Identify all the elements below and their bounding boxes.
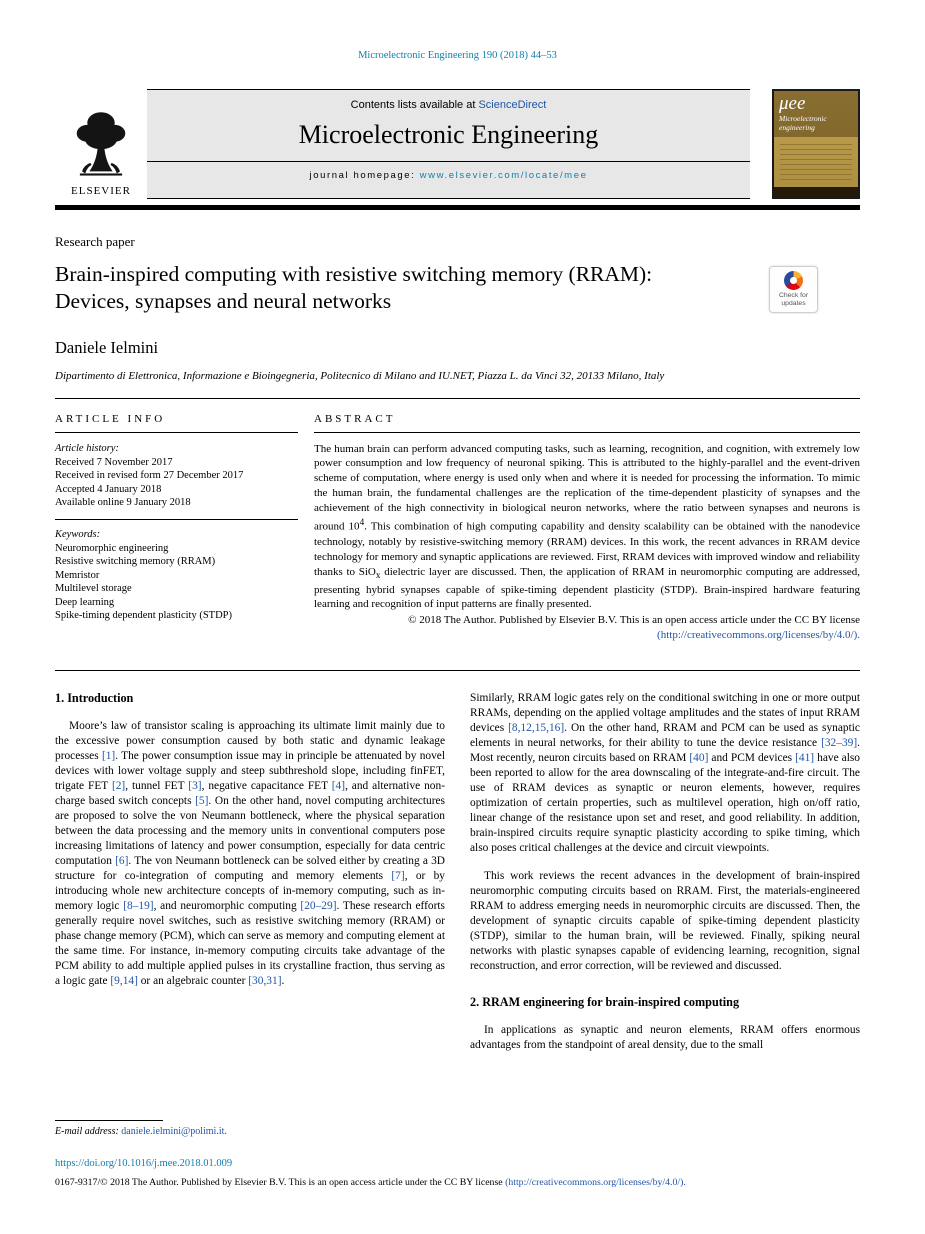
footer-copyright-text: 0167-9317/© 2018 The Author. Published by Elsevier B.V. This is an open access article under the CC BY license: [55, 1176, 506, 1188]
keywords-label: Keywords:: [55, 528, 101, 540]
copyright-text: © 2018 The Author. Published by Elsevier B.V. This is an open access article under the CC BY license: [408, 614, 860, 627]
divider: [55, 398, 860, 399]
header-divider: [55, 205, 860, 210]
article-type-label: Research paper: [55, 233, 135, 249]
elsevier-logo-label: ELSEVIER: [71, 185, 131, 197]
section-1-heading: 1. Introduction: [55, 690, 134, 705]
homepage-line: [147, 162, 750, 187]
divider: [55, 519, 298, 520]
citation-link[interactable]: [20–29]: [300, 899, 337, 912]
copyright-note: [314, 613, 860, 643]
body-paragraph: In applications as synaptic and neuron elements, RRAM offers enormous advantages from the standpoint of areal density, due to the small: [470, 1023, 860, 1051]
info-abstract-section: [55, 413, 860, 671]
abstract-column: [314, 413, 860, 658]
cover-band: [774, 91, 858, 137]
intro-paragraph: Moore’s law of transistor scaling is approaching its ultimate limit mainly due to the excessive power consumption caused by both static and dynamic leakage processes [1]. The power consumption issue may in principle be attenuated by novel devices with lower voltage supply and steep subthreshold slope, including finFET, trigate FET [2], tunnel FET [3], negative capacitance FET [4], and alternative non-charge based switch concepts [5]. On the other hand, novel computing architectures are proposed to solve the von Neumann bottleneck, where the physical separation between the data processing and the memory units in conventional computers pose increasing limitations of latency and power consumption, especially for data centric computation [6]. The von Neumann bottleneck can be solved either by creating a 3D structure for co-integration of computing and memory elements [7], or by introducing whole new architecture concepts of in-memory computing, such as in-memory logic [8–19], and neuromorphic computing [20–29]. These research efforts generally require novel switches, such as resistive switching memory (RRAM) or phase change memory (PCM), which can serve as memory and computing element at the same time. For instance, in-memory computing circuits take advantage of the PCM ability to add multiple applied pulses in its crystalline fraction, thus serving as a logic gate [9,14] or an algebraic counter [30,31].: [55, 719, 445, 987]
citation-link[interactable]: [3]: [188, 779, 202, 792]
crossmark-icon: [784, 271, 803, 290]
footer: [55, 1153, 860, 1188]
article-info-column: [55, 413, 298, 658]
footnote: [55, 1120, 445, 1137]
citation-link[interactable]: [40]: [689, 751, 709, 764]
cover-title: Microelectronic engineering: [779, 114, 827, 132]
title-row: [55, 261, 860, 316]
journal-reference-link[interactable]: Microelectronic Engineering 190 (2018) 44–53: [358, 50, 557, 61]
email-link[interactable]: daniele.ielmini@polimi.it.: [121, 1125, 227, 1137]
cover-decoration: [780, 144, 852, 182]
email-label: E-mail address:: [55, 1125, 119, 1137]
journal-header: [55, 89, 860, 199]
history-entry: Received in revised form 27 December 2017: [55, 470, 244, 481]
citation-link[interactable]: [41]: [795, 751, 815, 764]
footer-cc-license-link[interactable]: (http://creativecommons.org/licenses/by/4.0/).: [505, 1176, 686, 1188]
elsevier-logo[interactable]: [55, 89, 147, 199]
keyword: Multilevel storage: [55, 583, 132, 594]
citation-link[interactable]: [5]: [195, 794, 209, 807]
journal-banner: [147, 89, 750, 199]
abstract-heading: ABSTRACT: [314, 412, 396, 425]
article-history-label: Article history:: [55, 442, 119, 454]
footnote-divider: [55, 1120, 163, 1121]
body-paragraph: Similarly, RRAM logic gates rely on the conditional switching in one or more output RRAMs, depending on the applied voltage amplitudes and the states of input RRAM devices [8,12,15,16]. On the other hand, RRAM and PCM can be used as synaptic elements in neural networks, for their ability to tune the device resistance [32–39]. Most recently, neuron circuits based on RRAM [40] and PCM devices [41] have also been reported to allow for the area downscaling of the integrate-and-fire circuit. The use of RRAM devices as synaptic or neuron elements, however, requires optimization of certain properties, such as multilevel operation, high on/off ratio, linear change of the resistance upon set and reset, and good reliability. In addition, brain-inspired circuits require synaptic plasticity according to spike timing, which also poses critical challenges at the device and circuit viewpoints.: [470, 691, 860, 854]
journal-reference: [55, 0, 860, 61]
history-entry: Accepted 4 January 2018: [55, 483, 162, 495]
cc-license-link[interactable]: (http://creativecommons.org/licenses/by/4.0/).: [657, 628, 860, 641]
keyword: Spike-timing dependent plasticity (STDP): [55, 610, 233, 621]
article-body: [55, 691, 860, 1137]
check-for-updates-label: Check for updates: [778, 291, 809, 308]
footer-copyright-line: [55, 1177, 860, 1188]
citation-link[interactable]: [6]: [115, 854, 129, 867]
divider: [314, 432, 860, 433]
citation-link[interactable]: [8–19]: [123, 899, 154, 912]
article-title-line2: Devices, synapses and neural networks: [55, 289, 392, 313]
author-affiliation: Dipartimento di Elettronica, Informazione e Bioingegneria, Politecnico di Milano and IU.NET, Piazza L. da Vinci 32, 20133 Milano, Italy: [55, 369, 665, 382]
article-title: [55, 261, 769, 316]
citation-link[interactable]: [2]: [111, 779, 126, 792]
history-entry: Received 7 November 2017: [55, 456, 173, 468]
citation-link[interactable]: [9,14]: [110, 974, 138, 987]
cover-footer-strip: [774, 187, 858, 197]
check-for-updates-badge[interactable]: [769, 266, 818, 314]
homepage-text: journal homepage:: [309, 170, 420, 181]
keyword: Neuromorphic engineering: [55, 542, 169, 554]
citation-link[interactable]: [4]: [331, 779, 346, 792]
right-column: [470, 691, 860, 1137]
citation-link[interactable]: [8,12,15,16]: [508, 721, 565, 734]
left-column: [55, 691, 445, 1137]
author-name: Daniele Ielmini: [55, 337, 159, 357]
keyword: Memristor: [55, 569, 100, 581]
article-info-heading: ARTICLE INFO: [55, 412, 166, 425]
article-title-line1: Brain-inspired computing with resistive switching memory (RRAM):: [55, 261, 653, 286]
journal-cover-thumbnail[interactable]: [772, 89, 860, 199]
citation-link[interactable]: [1]: [101, 749, 116, 762]
keyword: Deep learning: [55, 596, 115, 608]
citation-link[interactable]: [32–39]: [821, 736, 858, 749]
history-entry: Available online 9 January 2018: [55, 497, 191, 508]
cover-logo: μee: [779, 93, 806, 114]
journal-homepage-link[interactable]: www.elsevier.com/locate/mee: [419, 170, 588, 181]
contents-text: Contents lists available at: [350, 99, 479, 111]
journal-title: Microelectronic Engineering: [298, 120, 599, 149]
body-paragraph: This work reviews the recent advances in the development of brain-inspired neuromorphic computing circuits based on RRAM. First, the materials-engineered RRAM to address emerging needs in neuromorphic circuits are discussed. Then, the development of synaptic circuits capable of spike-timing dependent plasticity (STDP), similar to the human brain, will be reviewed. Finally, spiking neural networks with plastic synapses capable of evidencing learning, recognition, signal reconstruction, and error correction, will be reviewed and discussed.: [470, 869, 860, 972]
contents-line: [147, 90, 750, 111]
sciencedirect-link[interactable]: ScienceDirect: [478, 99, 547, 111]
doi-link[interactable]: https://doi.org/10.1016/j.mee.2018.01.009: [55, 1157, 233, 1169]
divider: [55, 432, 298, 433]
citation-link[interactable]: [7]: [391, 869, 405, 882]
elsevier-tree-icon: [69, 108, 133, 184]
abstract-text: The human brain can perform advanced computing tasks, such as learning, recognition, and cognition, with extremely low power consumption and low frequency of neuronal spiking. This is attributed to the highly-parallel and the event-driven scheme of computation, where energy is used only when and where it is needed for processing the information. To mimic the human brain, the fundamental challenges are the replication of the time-dependent plasticity of synapses and the achievement of the high connectivity in biological neuron networks, where the ratio between synapses and neurons is around $10^4$. This combination of high computing capability and density scalability can be obtained with the nanodevice technology, notably by resistive-switching memory (RRAM) devices. In this work, the recent advances in RRAM device technology for memory and synaptic applications are reviewed. First, RRAM devices with improved window and reliability thanks to SiO$_x$ dielectric layer are discussed. Then, the application of RRAM in neuromorphic computing are addressed, presenting hybrid synapses capable of spike-timing dependent plasticity (STDP). Brain-inspired hardware featuring learning and recognition of input patterns are finally presented.: [314, 442, 860, 611]
keyword: Resistive switching memory (RRAM): [55, 556, 216, 567]
citation-link[interactable]: [30,31]: [248, 974, 282, 987]
section-2-heading: 2. RRAM engineering for brain-inspired computing: [470, 994, 740, 1009]
